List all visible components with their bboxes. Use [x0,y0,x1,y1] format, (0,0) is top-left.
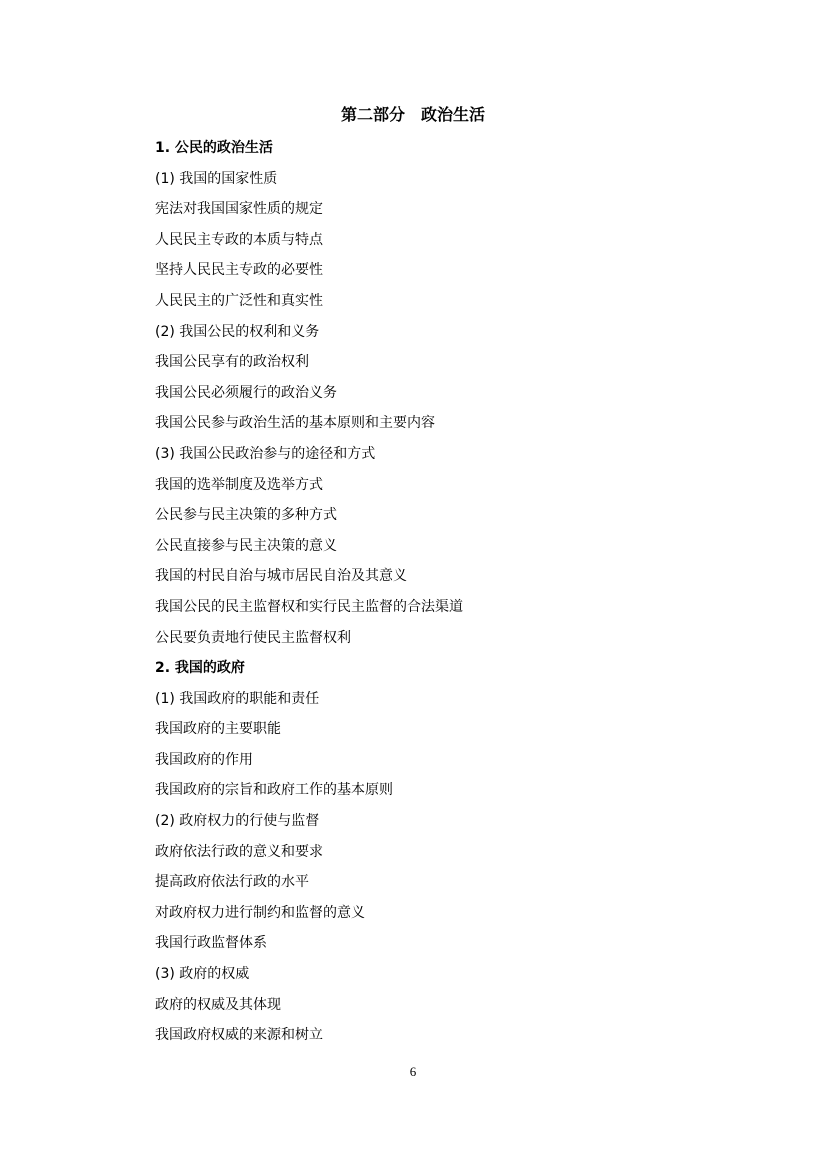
subsection-heading: (3) 政府的权威 [155,966,250,983]
outline-item: 提高政府依法行政的水平 [155,874,309,891]
subsection-heading: (1) 我国政府的职能和责任 [155,690,320,707]
subsection-heading: (2) 政府权力的行使与监督 [155,813,320,830]
outline-item: 人民民主专政的本质与特点 [155,231,323,248]
outline-item: 我国政府的主要职能 [155,721,281,738]
outline-item: 我国的村民自治与城市居民自治及其意义 [155,568,407,585]
subsection-heading: (3) 我国公民政治参与的途径和方式 [155,445,376,462]
subsection-heading: (2) 我国公民的权利和义务 [155,323,320,340]
outline-item: 宪法对我国国家性质的规定 [155,201,323,218]
outline-item: 我国政府的作用 [155,751,253,768]
page-number: 6 [409,1064,417,1079]
outline-item: 我国公民享有的政治权利 [155,354,309,371]
part-title: 第二部分 政治生活 [340,105,485,124]
outline-item: 我国公民的民主监督权和实行民主监督的合法渠道 [155,598,463,615]
outline-list [155,133,755,1051]
outline-item: 人民民主的广泛性和真实性 [155,292,323,309]
outline-item: 政府依法行政的意义和要求 [155,843,323,860]
section-heading: 2. 我国的政府 [155,660,245,677]
outline-item: 政府的权威及其体现 [155,996,281,1013]
outline-item: 公民直接参与民主决策的意义 [155,537,337,554]
outline-item: 我国政府的宗旨和政府工作的基本原则 [155,782,393,799]
outline-item: 我国的选举制度及选举方式 [155,476,323,493]
outline-item: 对政府权力进行制约和监督的意义 [155,904,365,921]
outline-item: 我国政府权威的来源和树立 [155,1027,323,1044]
outline-item: 坚持人民民主专政的必要性 [155,262,323,279]
outline-item: 我国公民必须履行的政治义务 [155,384,337,401]
outline-item: 公民参与民主决策的多种方式 [155,507,337,524]
subsection-heading: (1) 我国的国家性质 [155,170,278,187]
outline-item: 我国行政监督体系 [155,935,267,952]
section-heading: 1. 公民的政治生活 [155,140,273,156]
outline-item: 公民要负责地行使民主监督权利 [155,629,351,646]
outline-item: 我国公民参与政治生活的基本原则和主要内容 [155,415,435,432]
